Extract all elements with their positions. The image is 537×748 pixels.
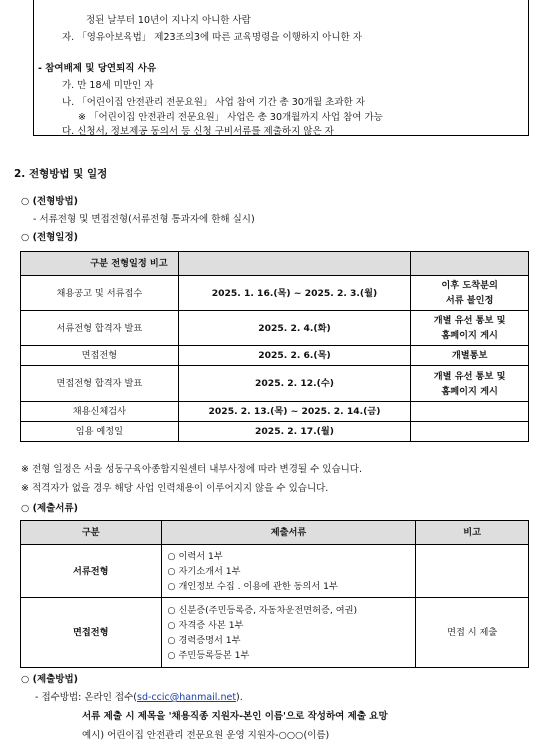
- list-item: ○ 주민등록등본 1부: [167, 649, 250, 661]
- table-row: [21, 598, 529, 668]
- documents-header-note: 비고: [416, 521, 529, 545]
- submission-method-suffix: ).: [236, 692, 243, 703]
- documents-list: [161, 545, 416, 598]
- exclusion-item-ga: 가. 만 18세 미만인 자: [62, 80, 154, 91]
- schedule-date: 2025. 2. 17.(월): [178, 422, 411, 442]
- schedule-note-1: ※ 전형 일정은 서울 성동구육아종합지원센터 내부사정에 따라 변경될 수 있습니다.: [21, 464, 362, 475]
- documents-header-type: 구분: [21, 521, 162, 545]
- table-row: [21, 346, 529, 366]
- documents-stage-note: 면접 시 제출: [416, 598, 529, 668]
- documents-list: [161, 598, 416, 668]
- exclusion-item-na: 나. 「어린이집 안전관리 전문요원」 사업 참여 기간 총 30개월 초과한 자: [62, 97, 365, 108]
- section-2-title: 2. 전형방법 및 일정: [14, 168, 108, 180]
- schedule-date: 2025. 2. 12.(수): [178, 366, 411, 402]
- submission-method-prefix: - 접수방법: 온라인 접수(: [35, 692, 137, 703]
- list-item: ○ 자기소개서 1부: [167, 565, 241, 577]
- method-heading: ○ (전형방법): [21, 196, 78, 207]
- list-item: ○ 이력서 1부: [167, 550, 223, 562]
- documents-stage-label: 서류전형: [21, 545, 162, 598]
- schedule-note: [411, 422, 529, 442]
- table-row: [21, 402, 529, 422]
- schedule-stage: 면접전형 합격자 발표: [21, 366, 179, 402]
- submission-heading: ○ (제출방법): [21, 674, 78, 685]
- schedule-header-cell-note: [411, 252, 529, 276]
- exclusion-section-title: - 참여배제 및 당연퇴직 사유: [38, 63, 157, 74]
- schedule-note: [411, 402, 529, 422]
- submission-method: [35, 689, 243, 703]
- list-item: ○ 경력증명서 1부: [167, 634, 241, 646]
- table-row: [21, 366, 529, 402]
- documents-table: [20, 520, 529, 668]
- eligibility-line-1: 정된 날부터 10년이 지나지 아니한 사람: [86, 15, 251, 26]
- submission-email-link[interactable]: sd-ccic@hanmail.net: [137, 692, 237, 703]
- schedule-stage: 서류전형 합격자 발표: [21, 311, 179, 346]
- documents-header-row: [21, 521, 529, 545]
- table-row: [21, 311, 529, 346]
- table-row: [21, 422, 529, 442]
- schedule-note: 이후 도착분의 서류 불인정: [411, 276, 529, 311]
- table-row: [21, 276, 529, 311]
- schedule-header-cell-date: [178, 252, 411, 276]
- schedule-stage: 임용 예정일: [21, 422, 179, 442]
- schedule-stage: 면접전형: [21, 346, 179, 366]
- list-item: ○ 신분증(주민등록증, 자동차운전면허증, 여권): [167, 604, 358, 616]
- schedule-date: 2025. 2. 13.(목) ~ 2025. 2. 14.(금): [178, 402, 411, 422]
- documents-header-docs: 제출서류: [161, 521, 416, 545]
- schedule-note: 개별 유선 통보 및 홈페이지 게시: [411, 311, 529, 346]
- schedule-heading: ○ (전형일정): [21, 232, 78, 243]
- list-item: ○ 개인정보 수집 . 이용에 관한 동의서 1부: [167, 580, 338, 592]
- table-row: [21, 545, 529, 598]
- exclusion-item-note: ※ 「어린이집 안전관리 전문요원」 사업은 총 30개월까지 사업 참여 가능: [78, 112, 383, 123]
- schedule-table: [20, 251, 529, 442]
- schedule-header-row: [21, 252, 529, 276]
- schedule-date: 2025. 2. 4.(화): [178, 311, 411, 346]
- documents-stage-note: [416, 545, 529, 598]
- schedule-note: 개별통보: [411, 346, 529, 366]
- schedule-stage: 채용공고 및 서류접수: [21, 276, 179, 311]
- schedule-note-2: ※ 적격자가 없을 경우 해당 사업 인력채용이 이루어지지 않을 수 있습니다.: [21, 483, 329, 494]
- submission-instruction: 서류 제출 시 제목을 '채용직종 지원자-본인 이름'으로 작성하여 제출 요망: [82, 711, 388, 722]
- list-item: ○ 자격증 사본 1부: [167, 619, 244, 631]
- schedule-note: 개별 유선 통보 및 홈페이지 게시: [411, 366, 529, 402]
- exclusion-item-da: 다. 신청서, 정보제공 동의서 등 신청 구비서류를 제출하지 않은 자: [62, 126, 334, 137]
- schedule-stage: 채용신체검사: [21, 402, 179, 422]
- method-description: - 서류전형 및 면접전형(서류전형 통과자에 한해 실시): [33, 214, 255, 225]
- eligibility-line-2: 자. 「영유아보육법」 제23조의3에 따른 교육명령을 이행하지 아니한 자: [62, 32, 362, 43]
- documents-stage-label: 면접전형: [21, 598, 162, 668]
- schedule-date: 2025. 2. 6.(목): [178, 346, 411, 366]
- schedule-header-label: 구분 전형일정 비고: [21, 252, 179, 276]
- submission-example: 예시) 어린이집 안전관리 전문요원 운영 지원자-○○○(이름): [82, 730, 330, 741]
- schedule-date: 2025. 1. 16.(목) ~ 2025. 2. 3.(월): [178, 276, 411, 311]
- documents-heading: ○ (제출서류): [21, 503, 78, 514]
